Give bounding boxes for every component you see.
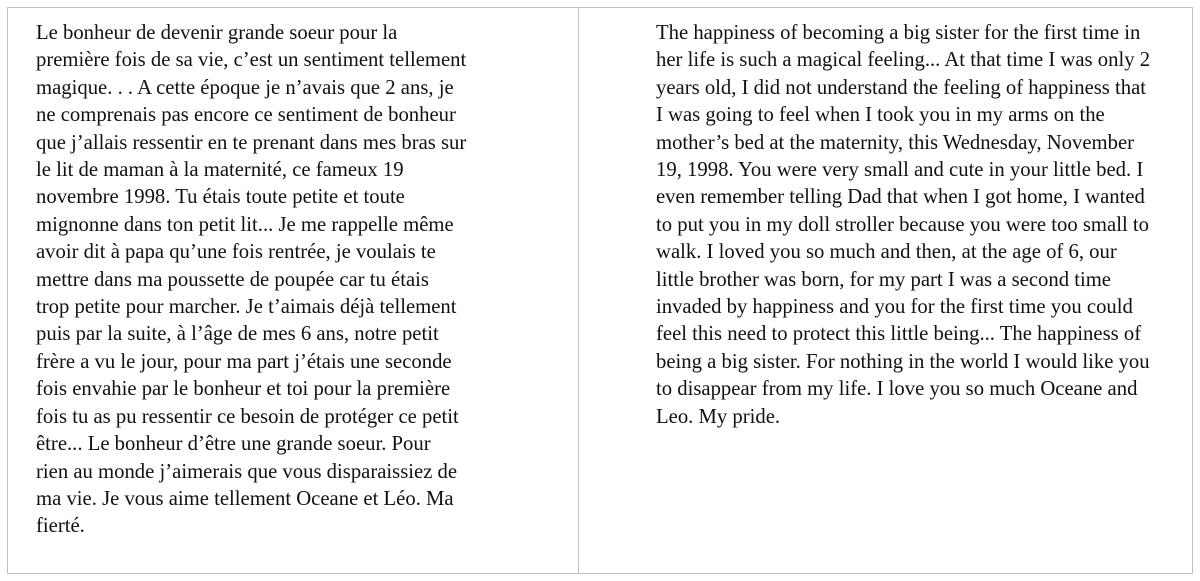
french-text-cell: [8, 8, 579, 573]
two-column-table: [7, 7, 1193, 574]
french-paragraph: Le bonheur de devenir grande soeur pour la première fois de sa vie, c’est un sentiment tellement magique. . . A cette époque je n’avais que 2 ans, je ne comprenais pas encore ce sentiment de bonheur que j’allais ressentir en te prenant dans mes bras sur le lit de maman à la maternité, ce fameux 19 novembre 1998. Tu étais toute petite et toute mignonne dans ton petit lit... Je me rappelle même avoir dit à papa qu’une fois rentrée, je voulais te mettre dans ma poussette de poupée car tu étais trop petite pour marcher. Je t’aimais déjà tellement puis par la suite, à l’âge de mes 6 ans, notre petit frère a vu le jour, pour ma part j’étais une seconde fois envahie par le bonheur et toi pour la première fois tu as pu ressentir ce besoin de protéger ce petit être... Le bonheur d’être une grande soeur. Pour rien au monde j’aimerais que vous disparaissiez de ma vie. Je vous aime tellement Oceane et Léo. Ma fierté.: [36, 22, 467, 538]
english-paragraph: The happiness of becoming a big sister for the first time in her life is such a magical feeling... At that time I was only 2 years old, I did not understand the feeling of happiness that I was going to feel when I took you in my arms on the mother’s bed at the maternity, this Wednesday, November 19, 1998. You were very small and cute in your little bed. I even remember telling Dad that when I got home, I wanted to put you in my doll stroller because you were too small to walk. I loved you so much and then, at the age of 6, our little brother was born, for my part I was a second time invaded by happiness and you for the first time you could feel this need to protect this little being... The happiness of being a big sister. For nothing in the world I would like you to disappear from my life. I love you so much Oceane and Leo. My pride.: [656, 22, 1151, 428]
english-text-cell: [579, 8, 1192, 573]
